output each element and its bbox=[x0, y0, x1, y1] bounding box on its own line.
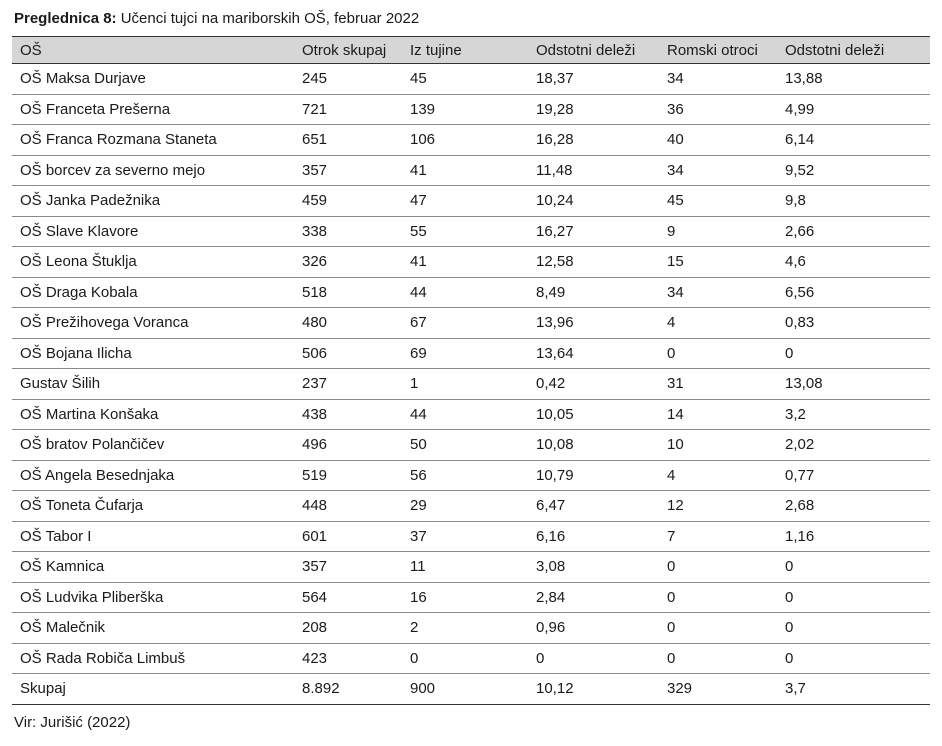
value-cell: 6,47 bbox=[528, 491, 659, 522]
value-cell: 0 bbox=[659, 338, 777, 369]
school-name-cell: OŠ Malečnik bbox=[12, 613, 294, 644]
value-cell: 496 bbox=[294, 430, 402, 461]
value-cell: 10 bbox=[659, 430, 777, 461]
school-name-cell: OŠ Prežihovega Voranca bbox=[12, 308, 294, 339]
school-name-cell: OŠ bratov Polančičev bbox=[12, 430, 294, 461]
value-cell: 0 bbox=[659, 582, 777, 613]
value-cell: 4,6 bbox=[777, 247, 930, 278]
value-cell: 34 bbox=[659, 64, 777, 95]
value-cell: 41 bbox=[402, 155, 528, 186]
table-row bbox=[12, 155, 930, 186]
value-cell: 1 bbox=[402, 369, 528, 400]
table-header bbox=[12, 37, 930, 64]
value-cell: 29 bbox=[402, 491, 528, 522]
value-cell: 564 bbox=[294, 582, 402, 613]
value-cell: 8,49 bbox=[528, 277, 659, 308]
value-cell: 4 bbox=[659, 460, 777, 491]
school-name-cell: OŠ Rada Robiča Limbuš bbox=[12, 643, 294, 674]
value-cell: 459 bbox=[294, 186, 402, 217]
value-cell: 0,83 bbox=[777, 308, 930, 339]
value-cell: 55 bbox=[402, 216, 528, 247]
value-cell: 6,16 bbox=[528, 521, 659, 552]
value-cell: 18,37 bbox=[528, 64, 659, 95]
table-caption bbox=[14, 9, 419, 29]
table-row bbox=[12, 94, 930, 125]
value-cell: 2 bbox=[402, 613, 528, 644]
value-cell: 601 bbox=[294, 521, 402, 552]
value-cell: 518 bbox=[294, 277, 402, 308]
value-cell: 506 bbox=[294, 338, 402, 369]
value-cell: 0,77 bbox=[777, 460, 930, 491]
value-cell: 4,99 bbox=[777, 94, 930, 125]
school-name-cell: OŠ Angela Besednjaka bbox=[12, 460, 294, 491]
value-cell: 0 bbox=[777, 582, 930, 613]
value-cell: 139 bbox=[402, 94, 528, 125]
total-value-cell: 329 bbox=[659, 674, 777, 705]
school-name-cell: OŠ Franceta Prešerna bbox=[12, 94, 294, 125]
value-cell: 15 bbox=[659, 247, 777, 278]
school-name-cell: OŠ borcev za severno mejo bbox=[12, 155, 294, 186]
value-cell: 0,96 bbox=[528, 613, 659, 644]
table-row bbox=[12, 399, 930, 430]
value-cell: 13,08 bbox=[777, 369, 930, 400]
table-row bbox=[12, 552, 930, 583]
value-cell: 9,52 bbox=[777, 155, 930, 186]
value-cell: 0 bbox=[777, 643, 930, 674]
school-name-cell: OŠ Slave Klavore bbox=[12, 216, 294, 247]
value-cell: 423 bbox=[294, 643, 402, 674]
column-header: Odstotni deleži bbox=[777, 37, 930, 64]
school-name-cell: OŠ Leona Štuklja bbox=[12, 247, 294, 278]
school-name-cell: OŠ Ludvika Pliberška bbox=[12, 582, 294, 613]
table-row bbox=[12, 460, 930, 491]
value-cell: 3,08 bbox=[528, 552, 659, 583]
value-cell: 34 bbox=[659, 277, 777, 308]
school-name-cell: Gustav Šilih bbox=[12, 369, 294, 400]
source-note: Vir: Jurišić (2022) bbox=[14, 714, 131, 731]
total-value-cell: 3,7 bbox=[777, 674, 930, 705]
value-cell: 13,88 bbox=[777, 64, 930, 95]
value-cell: 0 bbox=[659, 552, 777, 583]
value-cell: 10,05 bbox=[528, 399, 659, 430]
table-row bbox=[12, 247, 930, 278]
value-cell: 2,68 bbox=[777, 491, 930, 522]
value-cell: 45 bbox=[402, 64, 528, 95]
value-cell: 326 bbox=[294, 247, 402, 278]
total-value-cell: 8.892 bbox=[294, 674, 402, 705]
value-cell: 519 bbox=[294, 460, 402, 491]
value-cell: 44 bbox=[402, 399, 528, 430]
value-cell: 357 bbox=[294, 552, 402, 583]
value-cell: 338 bbox=[294, 216, 402, 247]
value-cell: 2,84 bbox=[528, 582, 659, 613]
value-cell: 3,2 bbox=[777, 399, 930, 430]
total-value-cell: 900 bbox=[402, 674, 528, 705]
table-body bbox=[12, 64, 930, 705]
column-header: Odstotni deleži bbox=[528, 37, 659, 64]
school-name-cell: OŠ Draga Kobala bbox=[12, 277, 294, 308]
total-value-cell: 10,12 bbox=[528, 674, 659, 705]
value-cell: 9 bbox=[659, 216, 777, 247]
column-header: Romski otroci bbox=[659, 37, 777, 64]
table-row bbox=[12, 64, 930, 95]
value-cell: 36 bbox=[659, 94, 777, 125]
value-cell: 13,96 bbox=[528, 308, 659, 339]
value-cell: 10,24 bbox=[528, 186, 659, 217]
value-cell: 12,58 bbox=[528, 247, 659, 278]
value-cell: 67 bbox=[402, 308, 528, 339]
table-row bbox=[12, 521, 930, 552]
value-cell: 448 bbox=[294, 491, 402, 522]
value-cell: 237 bbox=[294, 369, 402, 400]
value-cell: 651 bbox=[294, 125, 402, 156]
value-cell: 10,79 bbox=[528, 460, 659, 491]
total-label-cell: Skupaj bbox=[12, 674, 294, 705]
value-cell: 11,48 bbox=[528, 155, 659, 186]
value-cell: 0 bbox=[777, 552, 930, 583]
value-cell: 106 bbox=[402, 125, 528, 156]
value-cell: 438 bbox=[294, 399, 402, 430]
value-cell: 0 bbox=[659, 613, 777, 644]
column-header: OŠ bbox=[12, 37, 294, 64]
value-cell: 40 bbox=[659, 125, 777, 156]
value-cell: 69 bbox=[402, 338, 528, 369]
value-cell: 7 bbox=[659, 521, 777, 552]
value-cell: 0 bbox=[777, 338, 930, 369]
students-table bbox=[12, 36, 930, 705]
table-row bbox=[12, 216, 930, 247]
value-cell: 13,64 bbox=[528, 338, 659, 369]
table-row bbox=[12, 277, 930, 308]
school-name-cell: OŠ Tabor I bbox=[12, 521, 294, 552]
total-row bbox=[12, 674, 930, 705]
school-name-cell: OŠ Kamnica bbox=[12, 552, 294, 583]
value-cell: 34 bbox=[659, 155, 777, 186]
school-name-cell: OŠ Toneta Čufarja bbox=[12, 491, 294, 522]
value-cell: 37 bbox=[402, 521, 528, 552]
school-name-cell: OŠ Bojana Ilicha bbox=[12, 338, 294, 369]
caption-title: Učenci tujci na mariborskih OŠ, februar 2022 bbox=[120, 10, 420, 27]
value-cell: 4 bbox=[659, 308, 777, 339]
value-cell: 6,56 bbox=[777, 277, 930, 308]
table-row bbox=[12, 369, 930, 400]
table-row bbox=[12, 338, 930, 369]
table-row bbox=[12, 613, 930, 644]
value-cell: 2,66 bbox=[777, 216, 930, 247]
value-cell: 2,02 bbox=[777, 430, 930, 461]
table-row bbox=[12, 125, 930, 156]
value-cell: 480 bbox=[294, 308, 402, 339]
caption-label: Preglednica 8: bbox=[14, 10, 117, 27]
value-cell: 245 bbox=[294, 64, 402, 95]
school-name-cell: OŠ Martina Konšaka bbox=[12, 399, 294, 430]
value-cell: 1,16 bbox=[777, 521, 930, 552]
column-header: Otrok skupaj bbox=[294, 37, 402, 64]
value-cell: 16,28 bbox=[528, 125, 659, 156]
school-name-cell: OŠ Maksa Durjave bbox=[12, 64, 294, 95]
value-cell: 357 bbox=[294, 155, 402, 186]
value-cell: 31 bbox=[659, 369, 777, 400]
table-row bbox=[12, 430, 930, 461]
table-row bbox=[12, 582, 930, 613]
value-cell: 19,28 bbox=[528, 94, 659, 125]
school-name-cell: OŠ Janka Padežnika bbox=[12, 186, 294, 217]
table-row bbox=[12, 643, 930, 674]
value-cell: 0 bbox=[402, 643, 528, 674]
value-cell: 14 bbox=[659, 399, 777, 430]
value-cell: 11 bbox=[402, 552, 528, 583]
value-cell: 0,42 bbox=[528, 369, 659, 400]
value-cell: 47 bbox=[402, 186, 528, 217]
value-cell: 208 bbox=[294, 613, 402, 644]
value-cell: 16,27 bbox=[528, 216, 659, 247]
value-cell: 9,8 bbox=[777, 186, 930, 217]
table-row bbox=[12, 308, 930, 339]
value-cell: 56 bbox=[402, 460, 528, 491]
table-row bbox=[12, 186, 930, 217]
value-cell: 0 bbox=[659, 643, 777, 674]
value-cell: 50 bbox=[402, 430, 528, 461]
value-cell: 44 bbox=[402, 277, 528, 308]
header-row bbox=[12, 37, 930, 64]
value-cell: 6,14 bbox=[777, 125, 930, 156]
value-cell: 0 bbox=[528, 643, 659, 674]
value-cell: 16 bbox=[402, 582, 528, 613]
value-cell: 12 bbox=[659, 491, 777, 522]
table-row bbox=[12, 491, 930, 522]
column-header: Iz tujine bbox=[402, 37, 528, 64]
value-cell: 0 bbox=[777, 613, 930, 644]
value-cell: 721 bbox=[294, 94, 402, 125]
value-cell: 10,08 bbox=[528, 430, 659, 461]
value-cell: 45 bbox=[659, 186, 777, 217]
school-name-cell: OŠ Franca Rozmana Staneta bbox=[12, 125, 294, 156]
value-cell: 41 bbox=[402, 247, 528, 278]
